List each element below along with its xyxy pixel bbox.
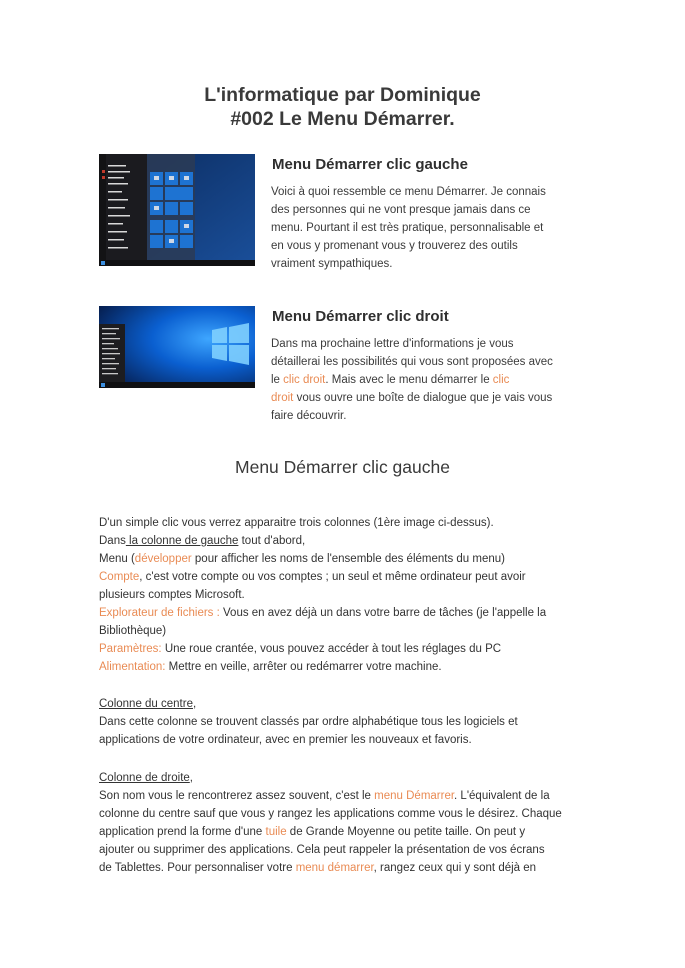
text-span: , c'est votre compte ou vos comptes ; un seul et même ordinateur peut avoir xyxy=(139,571,526,583)
text-line: Bibliothèque) xyxy=(99,625,167,637)
text-span: , xyxy=(189,772,193,784)
text-line xyxy=(99,532,589,550)
text-line: plusieurs comptes Microsoft. xyxy=(99,589,245,601)
text-span: de Grande Moyenne ou petite taille. On peut y xyxy=(286,826,526,838)
left-column-description xyxy=(99,514,589,676)
clic-droit-link[interactable]: clic droit xyxy=(283,374,326,386)
text-line xyxy=(99,859,589,877)
text-line: des personnes qui ne vont presque jamais dans ce xyxy=(271,204,531,216)
right-click-menu-screenshot xyxy=(99,306,255,388)
text-line: détaillerai les possibilités qui vous sont proposées avec xyxy=(271,356,553,368)
text-span: Vous en avez déjà un dans votre barre de tâches (je l'appelle la xyxy=(219,607,547,619)
left-column-link[interactable]: la colonne de gauche xyxy=(125,535,239,547)
center-column-link[interactable]: Colonne du centre xyxy=(99,698,193,710)
tuile-link[interactable]: tuile xyxy=(265,826,287,838)
right-column-description xyxy=(99,769,589,877)
text-span: . L'équivalent de la xyxy=(454,790,550,802)
text-span: Son nom vous le rencontrerez assez souvent, c'est le xyxy=(99,790,375,802)
right-column-link[interactable]: Colonne de droite xyxy=(99,772,190,784)
text-span: Menu ( xyxy=(99,553,135,565)
menu-demarrer-link[interactable]: menu démarrer xyxy=(295,862,374,874)
text-line: menu. Pourtant il est très pratique, personnalisable et xyxy=(271,222,544,234)
alimentation-link[interactable]: Alimentation: xyxy=(99,661,166,673)
document-title-line1: L'informatique par Dominique xyxy=(204,84,481,106)
explorateur-link[interactable]: Explorateur de fichiers : xyxy=(99,607,220,619)
start-menu-screenshot xyxy=(99,154,255,266)
text-line xyxy=(99,568,589,586)
text-span: le xyxy=(271,374,284,386)
section-heading-main: Menu Démarrer clic gauche xyxy=(235,457,450,477)
text-line xyxy=(99,695,589,713)
text-line xyxy=(99,769,589,787)
text-line: en vous y promenant vous y trouverez des outils xyxy=(271,240,518,252)
center-column-description xyxy=(99,695,589,749)
text-line xyxy=(271,389,581,407)
text-span: pour afficher les noms de l'ensemble des éléments du menu) xyxy=(191,553,505,565)
section-left-click-text xyxy=(271,183,581,273)
text-span: tout d'abord, xyxy=(238,535,306,547)
text-span: , rangez ceux qui y sont déjà en xyxy=(373,862,537,874)
text-line xyxy=(99,823,589,841)
text-line: Dans ma prochaine lettre d'informations je vous xyxy=(271,338,514,350)
section-heading-left-click: Menu Démarrer clic gauche xyxy=(272,156,468,173)
section-heading-right-click: Menu Démarrer clic droit xyxy=(272,308,449,325)
text-line: Voici à quoi ressemble ce menu Démarrer. Je connais xyxy=(271,186,546,198)
droit-link[interactable]: droit xyxy=(271,392,294,404)
developper-link[interactable]: développer xyxy=(134,553,192,565)
text-span: Dans xyxy=(99,535,126,547)
text-line xyxy=(271,371,581,389)
menu-demarrer-link[interactable]: menu Démarrer xyxy=(374,790,455,802)
compte-link[interactable]: Compte xyxy=(99,571,140,583)
document-title-line2: #002 Le Menu Démarrer. xyxy=(230,108,455,130)
clic-link[interactable]: clic xyxy=(492,374,510,386)
text-line xyxy=(99,787,589,805)
text-span: de Tablettes. Pour personnaliser votre xyxy=(99,862,296,874)
text-line: colonne du centre sauf que vous y rangez les applications comme vous le désirez. Chaque xyxy=(99,808,562,820)
text-span: application prend la forme d'une xyxy=(99,826,266,838)
text-span: vous ouvre une boîte de dialogue que je vais vous xyxy=(293,392,553,404)
text-line: ajouter ou supprimer des applications. Cela peut rappeler la présentation de vos écrans xyxy=(99,844,545,856)
text-line xyxy=(99,640,589,658)
text-line: faire découvrir. xyxy=(271,410,347,422)
text-line xyxy=(99,550,589,568)
text-span: . Mais avec le menu démarrer le xyxy=(325,374,493,386)
text-span: Mettre en veille, arrêter ou redémarrer votre machine. xyxy=(165,661,442,673)
text-line: vraiment sympathiques. xyxy=(271,258,393,270)
parametres-link[interactable]: Paramètres: xyxy=(99,643,162,655)
section-right-click-text xyxy=(271,335,581,425)
text-line: Dans cette colonne se trouvent classés par ordre alphabétique tous les logiciels et xyxy=(99,716,518,728)
text-line xyxy=(99,604,589,622)
text-span: , xyxy=(192,698,197,710)
text-line xyxy=(99,658,589,676)
text-line: applications de votre ordinateur, avec en premier les nouveaux et favoris. xyxy=(99,734,472,746)
text-line: D'un simple clic vous verrez apparaitre trois colonnes (1ère image ci-dessus). xyxy=(99,517,494,529)
text-span: Une roue crantée, vous pouvez accéder à tout les réglages du PC xyxy=(161,643,502,655)
